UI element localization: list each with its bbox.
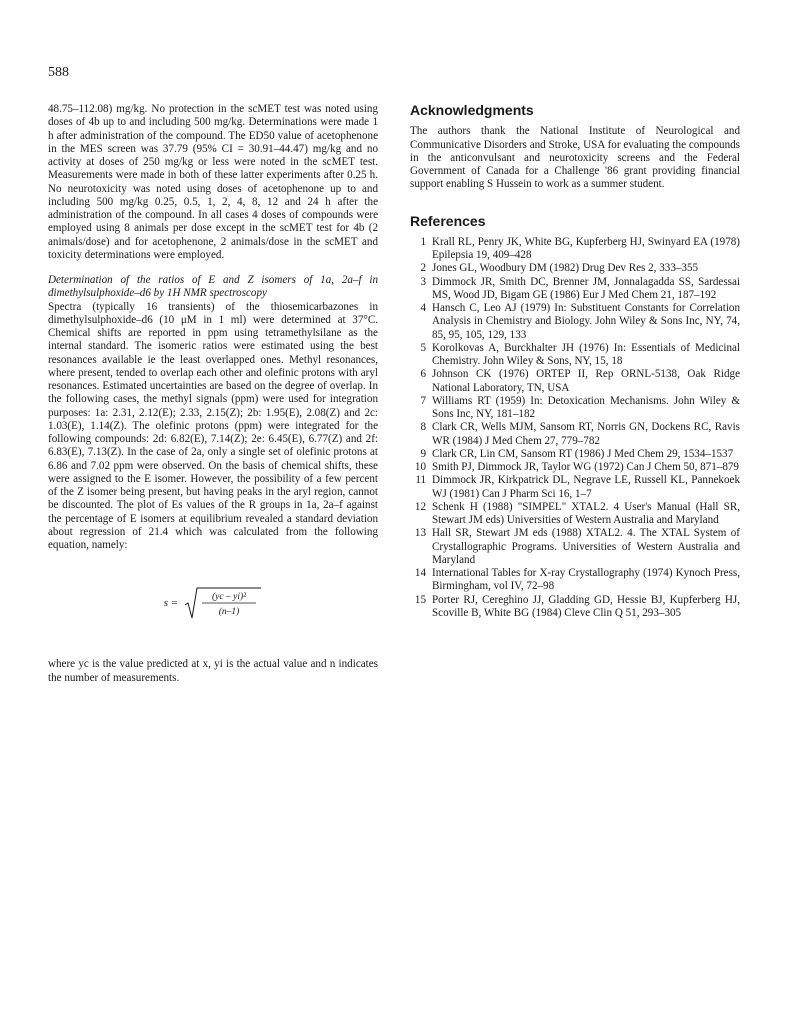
reference-number: 7 [420, 394, 426, 407]
reference-list [410, 236, 740, 620]
reference-text: Dimmock JR, Kirkpatrick DL, Negrave LE, Russell KL, Pannekoek WJ (1981) Can J Pharm Sci 16, 1–7 [432, 474, 740, 500]
body-paragraph-1: 48.75–112.08) mg/kg. No protection in the scMET test was noted using doses of 4b up to and including 500 mg/kg. Determinations were made 1 h after administration of the compound. The ED50 value of acetophenone in the MES screen was 37.79 (95% CI = 30.91–44.47) mg/kg and no activity at doses of 250 mg/kg or less were noted in the scMET test. Measurements were made in both of these latter experiments after 0.25 h. No neurotoxicity was noted using doses of acetophenone up to and including 500 mg/kg 0.25, 0.5, 1, 2, 4, 8, 12 and 24 h after the administration of the compound. In all cases 4 doses of compounds were employed using 8 animals per dose except in the scMET test for 4b (2 animals/dose) and for acetophenone, 2 animals/dose in the scMET and toxicity determinations were employed. [48, 103, 378, 261]
reference-number: 3 [420, 275, 426, 288]
reference-number: 6 [420, 368, 426, 381]
reference-number: 13 [414, 527, 426, 540]
square-root-sign-icon [184, 586, 262, 620]
section-subheading: Determination of the ratios of E and Z isomers of 1a, 2a–f in dimethylsulphoxide–d6 by 1H NMR spectroscopy [48, 274, 378, 300]
reference-item [410, 501, 740, 528]
reference-text: Krall RL, Penry JK, White BG, Kupferberg HJ, Swinyard EA (1978) Epilepsia 19, 409–428 [432, 235, 740, 261]
reference-item [410, 342, 740, 369]
reference-item [410, 236, 740, 263]
reference-text: International Tables for X-ray Crystallography (1974) Kynoch Press, Birmingham, vol IV, 72–98 [432, 567, 740, 593]
reference-number: 10 [414, 461, 426, 473]
body-paragraph-2: Spectra (typically 16 transients) of the thiosemicarbazones in dimethylsulphoxide–d6 (10 μM in 1 ml) were determined at 37°C. Chemical shifts are reported in ppm using tetramethylsilane as the internal standard. The isomeric ratios were estimated using the best resonances available ie the least overlapped ones. Methyl resonances, where present, tended to overlap each other and olefinic protons with aryl resonances. Estimated uncertainties are based on the degree of overlap. In the following cases, the methyl signals (ppm) were used for integration purposes: 1a: 2.31, 2.12(E); 2.33, 2.15(Z); 2b: 1.95(E), 2.08(Z) and 2c: 1.03(E), 1.14(Z). The olefinic protons (ppm) were integrated for the following compounds: 2d: 6.82(E), 7.14(Z); 2e: 6.45(E), 6.77(Z) and 2f: 6.83(E), 7.13(Z). In the case of 2a, only a single set of olefinic protons at 6.86 and 7.02 ppm were observed. On the basis of chemical shifts, these were assigned to the E isomer. However, the possibility of a few percent of the Z isomer being present, but having peaks in the aryl region, cannot be discounted. The plot of Es values of the R groups in 1a, 2a–f against the percentage of E isomers at equilibrium revealed a standard deviation about regression of 21.4 which was calculated from the following equation, namely: [48, 300, 378, 551]
formula-lhs: s = [163, 596, 179, 609]
acknowledgments-heading: Acknowledgments [410, 102, 534, 118]
reference-text: Jones GL, Woodbury DM (1982) Drug Dev Res 2, 333–355 [432, 262, 699, 275]
body-paragraph-3: where yc is the value predicted at x, yi is the actual value and n indicates the number of measurements. [48, 658, 378, 684]
reference-text: Schenk H (1988) "SIMPEL" XTAL2. 4 User's Manual (Hall SR, Stewart JM eds) Universities of Western Australia and Maryland [432, 500, 740, 526]
formula-denominator: (n–1) [218, 607, 240, 618]
reference-number: 11 [415, 474, 426, 487]
left-column [48, 103, 378, 685]
reference-item [410, 461, 740, 474]
reference-item [410, 567, 740, 594]
references-heading: References [410, 212, 486, 229]
reference-number: 1 [420, 235, 426, 248]
reference-text: Hall SR, Stewart JM eds (1988) XTAL2. 4. The XTAL System of Crystallographic Programs. Universities of Western Australia and Maryland [432, 527, 740, 566]
reference-text: Smith PJ, Dimmock JR, Taylor WG (1972) Can J Chem 50, 871–879 [432, 461, 739, 473]
reference-text: Dimmock JR, Smith DC, Brenner JM, Jonnalagadda SS, Sardessai MS, Wood JD, Bigam GE (1986) Eur J Med Chem 21, 187–192 [432, 275, 740, 301]
acknowledgments-text: The authors thank the National Institute of Neurological and Communicative Disorders and Stroke, USA for evaluating the compounds in the anticonvulsant and neurotoxicity screens and the Federal Government of Canada for a Challenge '86 grant providing financial support enabling S Hussein to work as a summer student. [410, 125, 740, 191]
page-number: 588 [48, 65, 69, 80]
reference-number: 4 [420, 302, 426, 314]
reference-item [410, 448, 740, 461]
reference-text: Hansch C, Leo AJ (1979) In: Substituent Constants for Correlation Analysis in Chemistry and Biology. John Wiley & Sons Inc, NY, 74, 85, 95, 105, 129, 133 [432, 302, 740, 341]
reference-number: 12 [414, 500, 426, 513]
formula-numerator: (yc – yi)² [212, 592, 247, 603]
reference-text: Korolkovas A, Burckhalter JH (1976) In: Essentials of Medicinal Chemistry. John Wiley & Sons, NY, 15, 18 [432, 341, 740, 367]
reference-number: 15 [414, 593, 426, 606]
reference-text: Clark CR, Lin CM, Sansom RT (1986) J Med Chem 29, 1534–1537 [432, 447, 734, 460]
reference-item [410, 262, 740, 275]
reference-number: 5 [420, 341, 426, 354]
right-column [410, 104, 740, 620]
reference-number: 2 [420, 262, 426, 275]
reference-text: Clark CR, Wells MJM, Sansom RT, Norris GN, Dockens RC, Ravis WR (1984) J Med Chem 27, 779–782 [432, 421, 740, 447]
reference-item [410, 302, 740, 342]
reference-item [410, 276, 740, 303]
reference-item [410, 395, 740, 422]
reference-number: 8 [420, 421, 426, 434]
reference-item [410, 421, 740, 448]
std-dev-formula [48, 586, 378, 620]
reference-number: 14 [414, 567, 426, 579]
reference-text: Johnson CK (1976) ORTEP II, Rep ORNL-5138, Oak Ridge National Laboratory, TN, USA [432, 368, 740, 394]
reference-number: 9 [420, 447, 426, 460]
reference-item [410, 368, 740, 395]
reference-item [410, 474, 740, 501]
reference-item [410, 594, 740, 621]
reference-item [410, 527, 740, 567]
reference-text: Porter RJ, Cereghino JJ, Gladding GD, Hessie BJ, Kupferberg HJ, Scoville B, White BG (1984) Cleve Clin Q 51, 293–305 [432, 593, 740, 619]
reference-text: Williams RT (1959) In: Detoxication Mechanisms. John Wiley & Sons Inc, NY, 181–182 [432, 394, 740, 420]
